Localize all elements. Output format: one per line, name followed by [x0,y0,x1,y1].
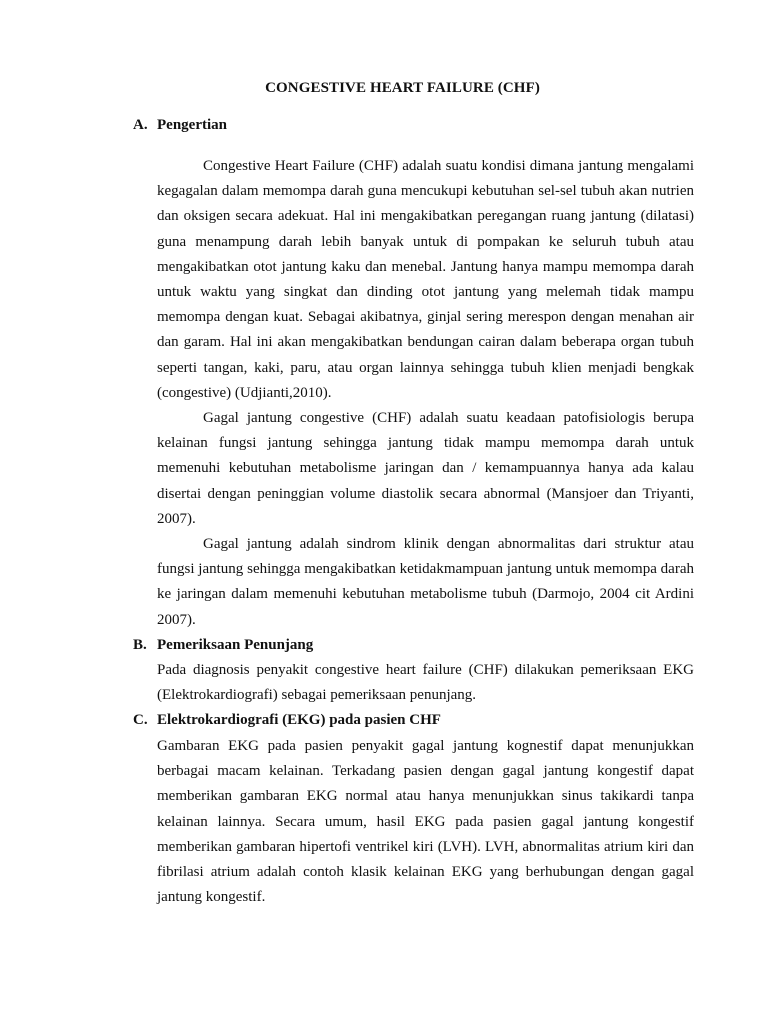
section-c-heading [133,712,441,729]
section-b-title: Pemeriksaan Penunjang [157,637,314,653]
section-a-paragraph-1: Congestive Heart Failure (CHF) adalah suatu kondisi dimana jantung mengalami kegagalan dalam memompa darah guna mencukupi kebutuhan sel-sel tubuh akan nutrien dan oksigen secara adekuat. Hal ini mengakibatkan peregangan ruang jantung (dilatasi) guna menampung darah lebih banyak untuk di pompakan ke seluruh tubuh atau mengakibatkan otot jantung kaku dan menebal. Jantung hanya mampu memompa darah untuk waktu yang singkat dan dinding otot jantung yang melemah tidak mampu memompa dengan kuat. Sebagai akibatnya, ginjal sering merespon dengan menahan air dan garam. Hal ini akan mengakibatkan bendungan cairan dalam beberapa organ tubuh seperti tangan, kaki, paru, atau organ lainnya sehingga tubuh klien menjadi bengkak (congestive) (Udjianti,2010). [157,158,694,401]
section-b-heading [133,637,313,654]
section-a-letter: A. [133,117,148,133]
section-a-paragraph-2: Gagal jantung congestive (CHF) adalah suatu keadaan patofisiologis berupa kelainan fungsi jantung sehingga jantung tidak mampu memompa darah untuk memenuhi kebutuhan metabolisme jaringan dan / kemampuannya hanya ada kalau disertai dengan peninggian volume diastolik secara abnormal (Mansjoer dan Triyanti, 2007). [157,410,694,527]
section-c-letter: C. [133,712,148,728]
section-c-title: Elektrokardiografi (EKG) pada pasien CHF [157,712,441,728]
section-a-title: Pengertian [157,117,227,133]
section-b-letter: B. [133,637,147,653]
document-title: CONGESTIVE HEART FAILURE (CHF) [265,80,540,96]
section-b-paragraph-1: Pada diagnosis penyakit congestive heart failure (CHF) dilakukan pemeriksaan EKG (Elektrokardiografi) sebagai pemeriksaan penunjang. [157,662,694,704]
section-a-paragraph-3: Gagal jantung adalah sindrom klinik dengan abnormalitas dari struktur atau fungsi jantung sehingga mengakibatkan ketidakmampuan jantung untuk memompa darah ke jaringan dalam memenuhi kebutuhan metabolisme tubuh (Darmojo, 2004 cit Ardini 2007). [157,536,694,628]
section-a-heading [133,117,227,134]
section-c-paragraph-1: Gambaran EKG pada pasien penyakit gagal jantung kognestif dapat menunjukkan berbagai macam kelainan. Terkadang pasien dengan gagal jantung kongestif dapat memberikan gambaran EKG normal atau hanya menunjukkan sinus takikardi tanpa kelainan lainnya. Secara umum, hasil EKG pada pasien gagal jantung kongestif memberikan gambaran hipertofi ventrikel kiri (LVH). LVH, abnormalitas atrium kiri dan fibrilasi atrium adalah contoh klasik kelainan EKG yang berhubungan dengan gagal jantung kongestif. [157,738,694,906]
